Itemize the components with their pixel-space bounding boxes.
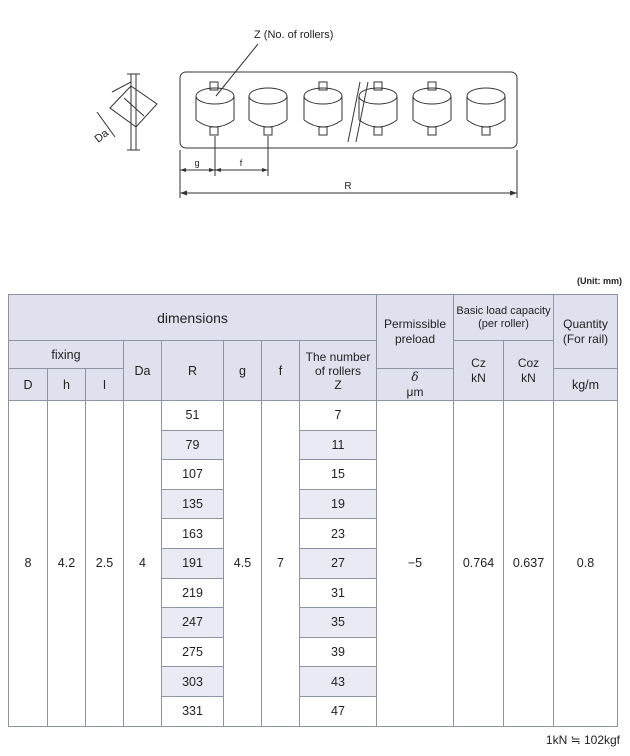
r-value-cell: 79 [162, 430, 224, 460]
coz-unit: kN [521, 370, 536, 385]
z-value-cell: 43 [300, 667, 377, 697]
r-value-cell: 135 [162, 489, 224, 519]
z-value-cell: 47 [300, 696, 377, 726]
z-value-cell: 19 [300, 489, 377, 519]
table-row [9, 401, 618, 431]
cz-label: Cz [471, 355, 486, 370]
d-value-cell: 8 [9, 401, 48, 727]
r-value-cell: 247 [162, 608, 224, 638]
basic-load-header [454, 295, 554, 341]
g-label: g [194, 158, 200, 168]
coz-value-cell: 0.637 [504, 401, 554, 727]
cz-header [454, 341, 504, 401]
basic-load-line1: Basic load capacity [456, 304, 551, 317]
dimensions-header: dimensions [9, 295, 377, 341]
quantity-value-cell: 0.8 [554, 401, 618, 727]
z-value-cell: 15 [300, 460, 377, 490]
cage-plate [180, 72, 517, 148]
r-header: R [162, 341, 224, 401]
basic-load-line2: (per roller) [478, 317, 529, 330]
f-label: f [239, 158, 243, 168]
z-line1: The number [305, 349, 371, 364]
conversion-note: 1kN ≒ 102kgf [545, 733, 620, 747]
r-value-cell: 219 [162, 578, 224, 608]
z-value-cell: 7 [300, 401, 377, 431]
f-value-cell: 7 [262, 401, 300, 727]
r-value-cell: 163 [162, 519, 224, 549]
z-value-cell: 11 [300, 430, 377, 460]
r-value-cell: 191 [162, 548, 224, 578]
roller-5 [413, 82, 451, 135]
da-value-cell: 4 [124, 401, 162, 727]
r-value-cell: 51 [162, 401, 224, 431]
z-header [300, 341, 377, 401]
preload-value-cell: −5 [377, 401, 454, 727]
g-value-cell: 4.5 [224, 401, 262, 727]
roller-3 [304, 82, 342, 135]
unit-note: (Unit: mm) [577, 276, 622, 286]
permissible-line1: Permissible [383, 316, 446, 331]
cz-value-cell: 0.764 [454, 401, 504, 727]
z-value-cell: 35 [300, 608, 377, 638]
z-value-cell: 39 [300, 637, 377, 667]
r-value-cell: 331 [162, 696, 224, 726]
quantity-line2: (For rail) [562, 331, 609, 346]
h-header: h [48, 369, 86, 401]
roller-2 [249, 88, 287, 135]
r-label: R [344, 181, 352, 192]
h-value-cell: 4.2 [48, 401, 86, 727]
coz-label: Coz [517, 355, 540, 370]
delta-header [377, 369, 454, 401]
roller-cage-diagram [0, 0, 630, 230]
roller-4 [359, 82, 397, 135]
roller-1 [196, 82, 234, 135]
z-line2: of rollers [314, 363, 361, 378]
i-header: I [86, 369, 124, 401]
z-value-cell: 23 [300, 519, 377, 549]
spec-table [8, 294, 618, 727]
fixing-header: fixing [9, 341, 124, 369]
da-header: Da [124, 341, 162, 401]
z-value-cell: 27 [300, 548, 377, 578]
delta-unit: μm [406, 384, 424, 399]
spec-table-body [9, 401, 618, 727]
g-header: g [224, 341, 262, 401]
roller-6 [467, 88, 505, 135]
z-rollers-label: Z (No. of rollers) [254, 29, 334, 41]
d-header: D [9, 369, 48, 401]
f-header: f [262, 341, 300, 401]
z-line3: Z [334, 377, 342, 392]
r-value-cell: 107 [162, 460, 224, 490]
qty-unit-header: kg/m [554, 369, 618, 401]
r-value-cell: 275 [162, 637, 224, 667]
coz-header [504, 341, 554, 401]
i-value-cell: 2.5 [86, 401, 124, 727]
z-value-cell: 31 [300, 578, 377, 608]
r-value-cell: 303 [162, 667, 224, 697]
permissible-preload-header [377, 295, 454, 369]
delta-symbol: δ [411, 369, 419, 384]
da-label: Da [92, 127, 112, 146]
quantity-header [554, 295, 618, 369]
cz-unit: kN [471, 370, 486, 385]
quantity-line1: Quantity [563, 316, 608, 331]
permissible-line2: preload [394, 331, 436, 346]
